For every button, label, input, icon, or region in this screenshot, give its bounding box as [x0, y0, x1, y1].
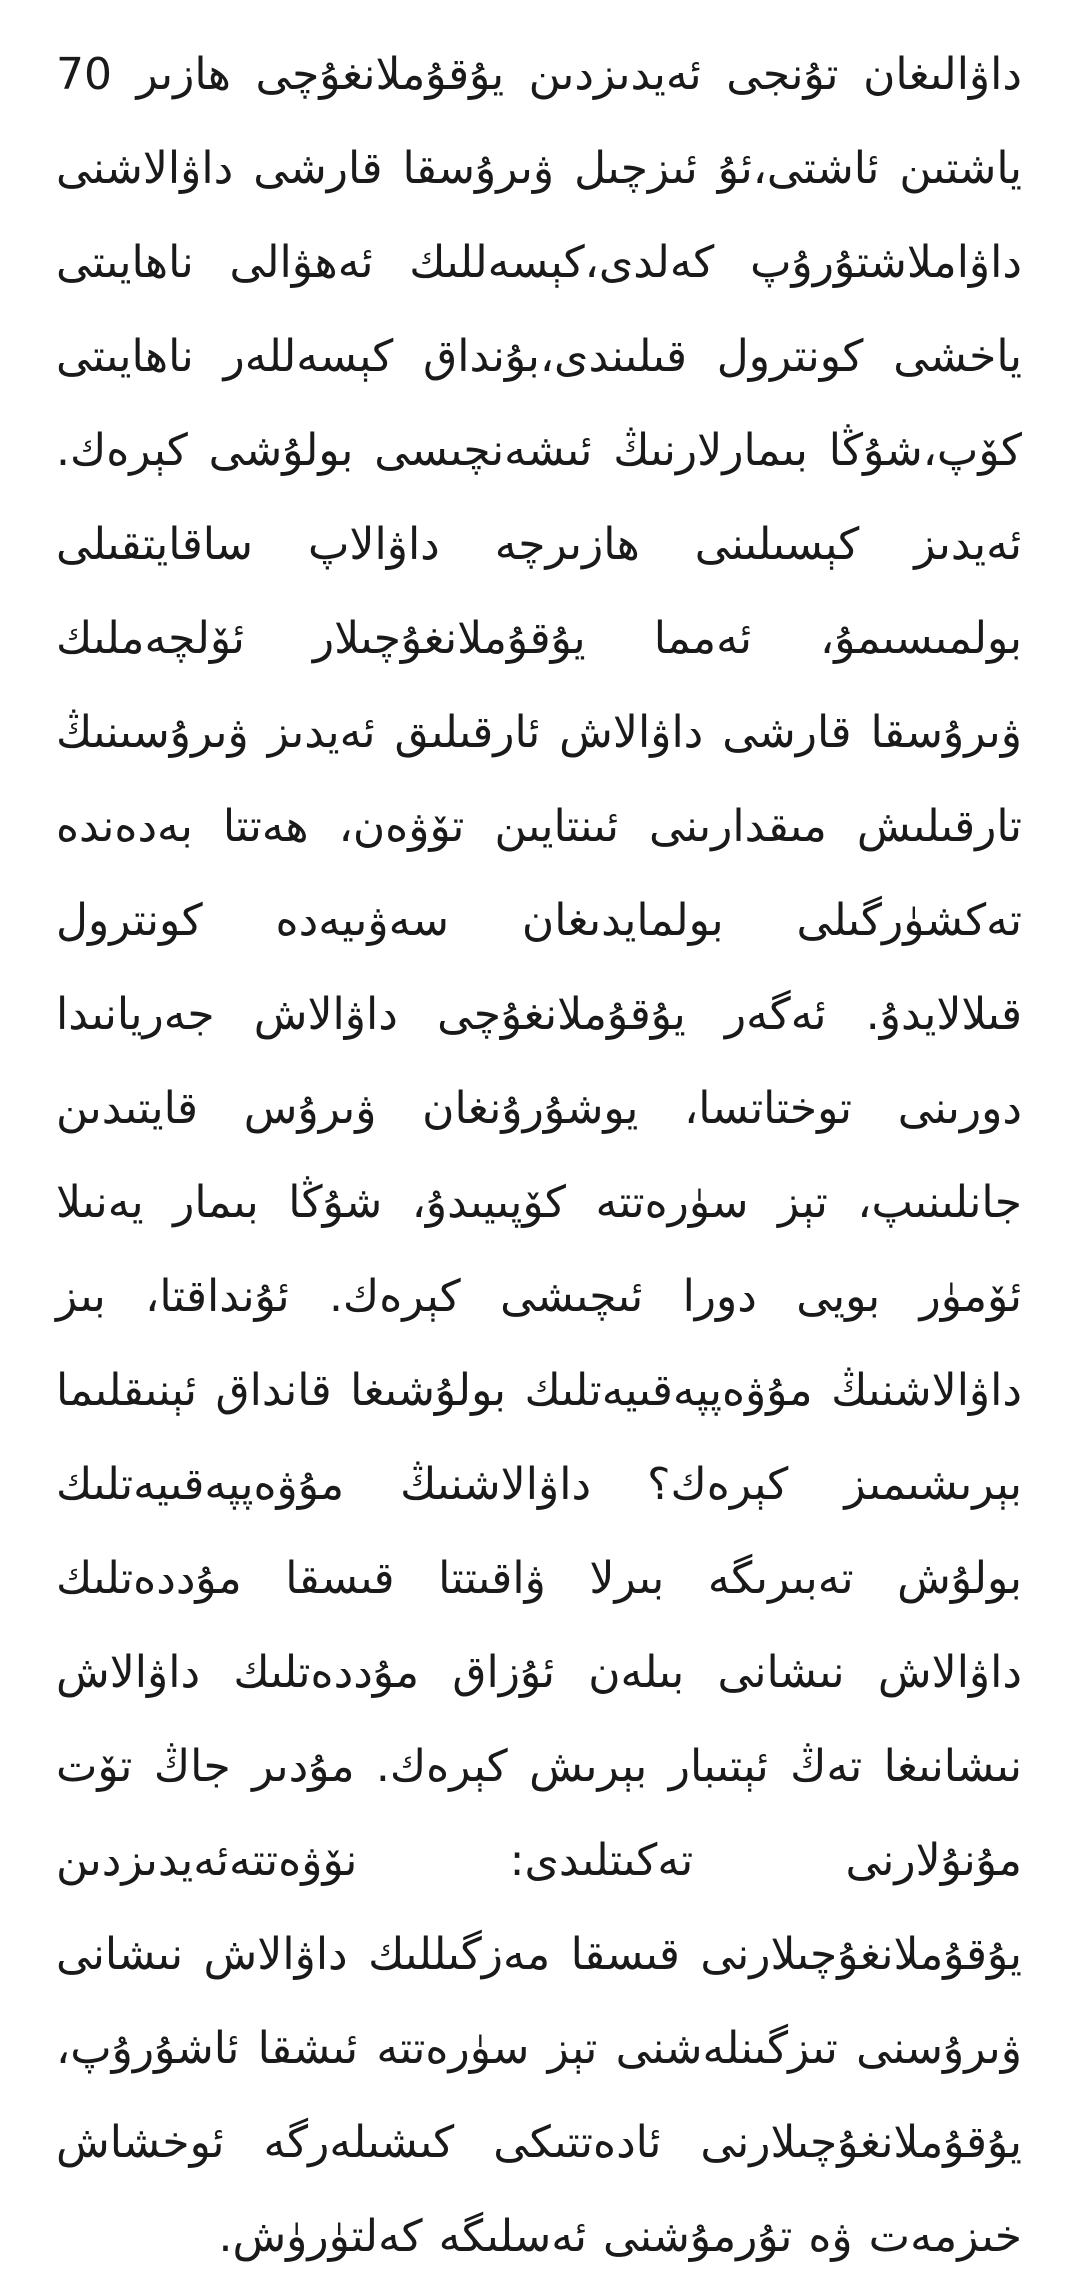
- article-paragraph: داۋالىغان تۇنجى ئەيدىزدىن يۇقۇملانغۇچى ھازىر 70 ياشتىن ئاشتى،ئۇ ئىزچىل ۋىرۇسقا قارشى داۋالاشنى داۋاملاشتۇرۇپ كەلدى،كېسەللىك ئەھۋالى ناھايىتى ياخشى كونترول قىلىندى،بۇنداق كېسەللەر ناھايىتى كۆپ،شۇڭا بىمارلارنىڭ ئىشەنچىسى بولۇشى كېرەك. ئەيدىز كېسىلىنى ھازىرچە داۋالاپ ساقايتقىلى بولمىسىمۇ، ئەمما يۇقۇملانغۇچىلار ئۆلچەملىك ۋىرۇسقا قارشى داۋالاش ئارقىلىق ئەيدىز ۋىرۇسىنىڭ تارقىلىش مىقدارىنى ئىنتايىن تۆۋەن، ھەتتا بەدەندە تەكشۈرگىلى بولمايدىغان سەۋىيەدە كونترول قىلالايدۇ. ئەگەر يۇقۇملانغۇچى داۋالاش جەريانىدا دورىنى توختاتسا، يوشۇرۇنغان ۋىرۇس قايتىدىن جانلىنىپ، تېز سۈرەتتە كۆپىيىدۇ، شۇڭا بىمار يەنىلا ئۆمۈر بويى دورا ئىچىشى كېرەك. ئۇنداقتا، بىز داۋالاشنىڭ مۇۋەپپەقىيەتلىك بولۇشىغا قانداق ئېنىقلىما بېرىشىمىز كېرەك؟ داۋالاشنىڭ مۇۋەپپەقىيەتلىك بولۇش تەبىرىگە بىرلا ۋاقىتتا قىسقا مۇددەتلىك داۋالاش نىشانى بىلەن ئۇزاق مۇددەتلىك داۋالاش نىشانىغا تەڭ ئېتىبار بېرىش كېرەك. مۇدىر جاڭ تۆت مۇنۇلارنى تەكىتلىدى: نۆۋەتتەئەيدىزدىن يۇقۇملانغۇچىلارنى قىسقا مەزگىللىك داۋالاش نىشانى ۋىرۇسنى تىزگىنلەشنى تېز سۈرەتتە ئىشقا ئاشۇرۇپ، يۇقۇملانغۇچىلارنى ئادەتتىكى كىشىلەرگە ئوخشاش خىزمەت ۋە تۇرمۇشنى ئەسلىگە كەلتۈرۈش.: [56, 49, 1022, 2262]
